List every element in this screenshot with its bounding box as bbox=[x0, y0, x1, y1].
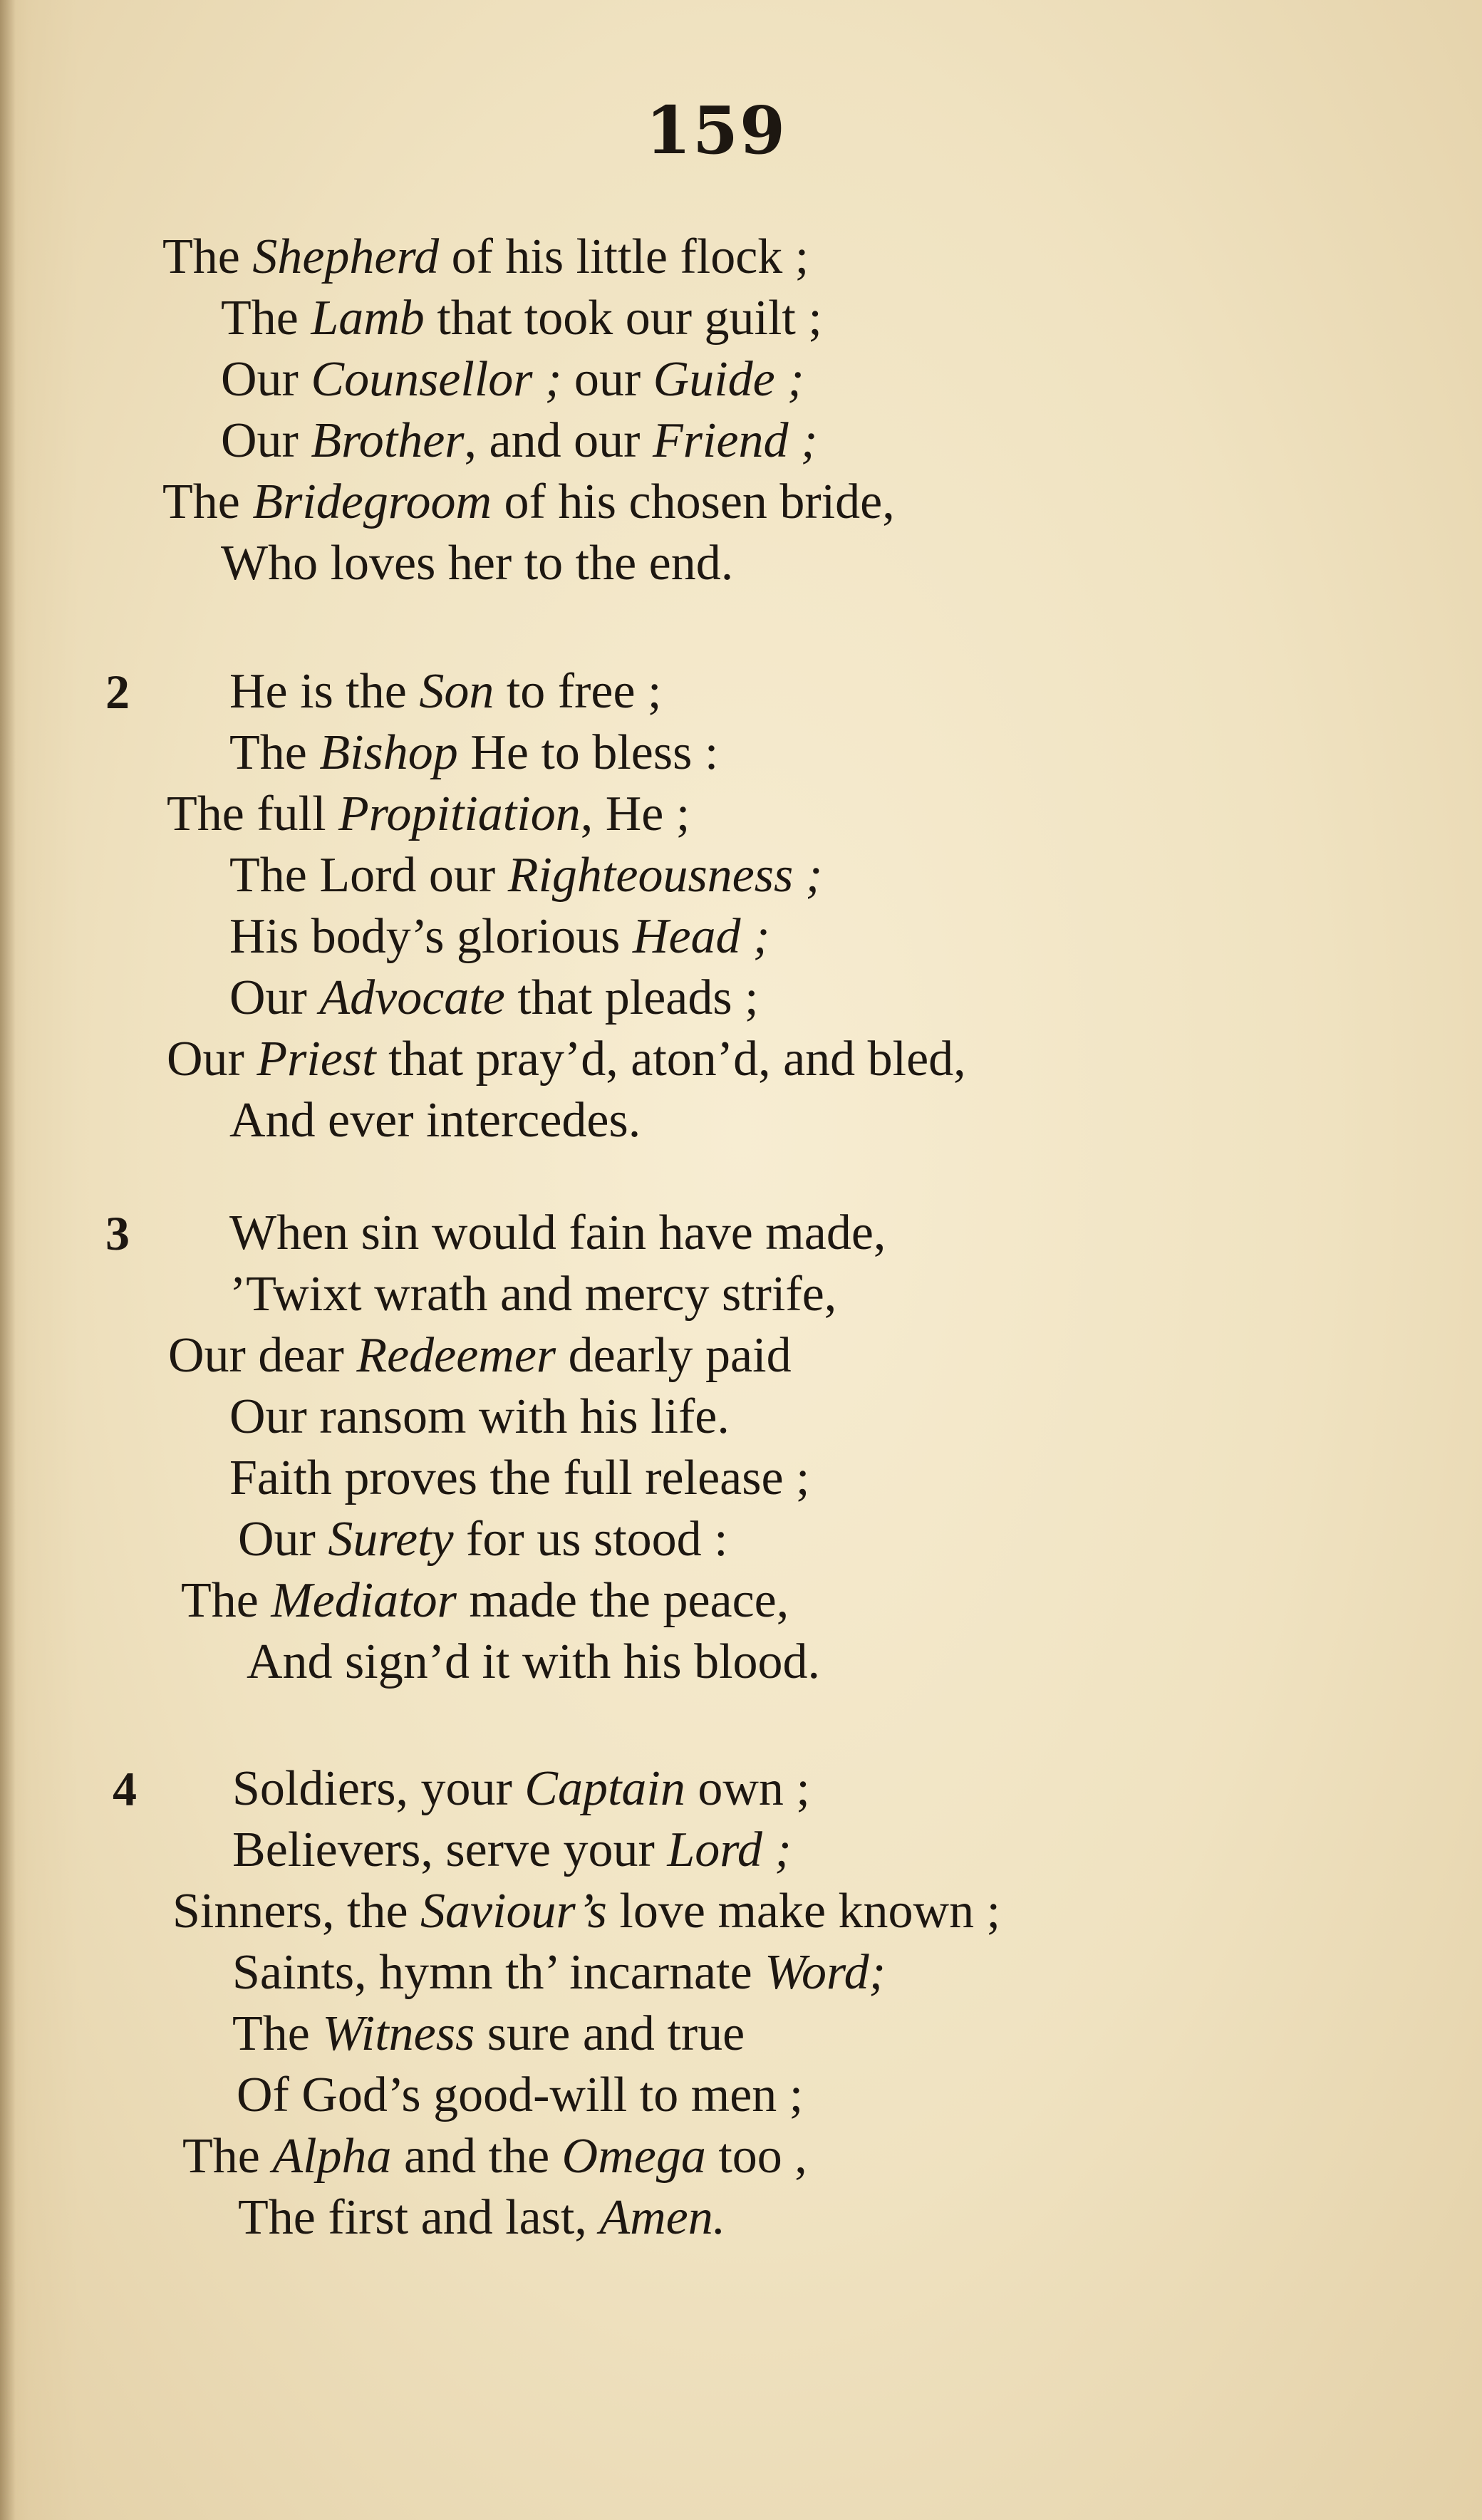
emphasized-word: Advocate bbox=[319, 970, 505, 1025]
line-text: The full bbox=[167, 787, 339, 841]
hymn-line bbox=[221, 349, 804, 410]
hymn-line bbox=[167, 784, 690, 845]
emphasized-word: Son bbox=[419, 664, 494, 719]
line-text: The Lord our bbox=[229, 848, 508, 903]
hymn-line bbox=[172, 1881, 1000, 1942]
emphasized-word: Mediator bbox=[271, 1573, 457, 1628]
line-text: The first and last, bbox=[238, 2190, 600, 2245]
hymn-line bbox=[167, 1029, 966, 1090]
emphasized-word: Propitiation bbox=[338, 787, 581, 841]
line-text: to free ; bbox=[494, 664, 662, 719]
emphasized-word: Friend ; bbox=[652, 413, 818, 468]
emphasized-word: Guide ; bbox=[653, 352, 804, 407]
emphasized-word: Head ; bbox=[632, 909, 770, 964]
verse-number: 3 bbox=[105, 1206, 130, 1260]
line-text: of his chosen bride, bbox=[492, 475, 895, 529]
hymn-line bbox=[229, 968, 759, 1029]
emphasized-word: Priest bbox=[256, 1032, 376, 1087]
hymn-line bbox=[168, 1325, 792, 1386]
line-text: Saints, hymn th’ incarnate bbox=[232, 1945, 765, 2000]
hymn-line bbox=[182, 2126, 807, 2187]
line-text: that pray’d, aton’d, and bled, bbox=[375, 1032, 966, 1087]
hymn-line bbox=[229, 722, 718, 784]
line-text: , He ; bbox=[580, 787, 690, 841]
line-text: The bbox=[162, 229, 253, 284]
line-text: for us stood : bbox=[453, 1512, 728, 1567]
hymn-line bbox=[237, 2065, 803, 2126]
line-text: and the bbox=[391, 2129, 562, 2184]
line-text: that took our guilt ; bbox=[424, 291, 822, 346]
verse-number: 4 bbox=[113, 1762, 137, 1816]
emphasized-word: Lamb bbox=[311, 291, 425, 346]
hymn-line bbox=[229, 661, 661, 722]
emphasized-word: Omega bbox=[561, 2129, 706, 2184]
line-text: Our dear bbox=[168, 1328, 357, 1383]
line-text: Our bbox=[238, 1512, 328, 1567]
hymn-line bbox=[238, 2187, 725, 2249]
hymn-line bbox=[232, 1820, 792, 1881]
line-text: sure and true bbox=[475, 2006, 745, 2061]
emphasized-word: Redeemer bbox=[356, 1328, 556, 1383]
hymn-line bbox=[232, 1758, 810, 1820]
hymn-line bbox=[238, 1509, 728, 1570]
line-text: Our bbox=[167, 1032, 257, 1087]
line-text: Our ransom with his life. bbox=[229, 1389, 730, 1444]
line-text: The bbox=[229, 725, 320, 780]
hymn-line bbox=[229, 906, 770, 968]
line-text: too , bbox=[705, 2129, 807, 2184]
emphasized-word: Amen. bbox=[599, 2190, 726, 2245]
page-gutter-shadow bbox=[0, 0, 16, 2520]
line-text: Our bbox=[221, 352, 311, 407]
line-text: And sign’d it with his blood. bbox=[247, 1634, 821, 1689]
hymn-line bbox=[232, 1942, 886, 2003]
line-text: made the peace, bbox=[456, 1573, 789, 1628]
hymn-line bbox=[247, 1632, 820, 1693]
hymn-line bbox=[229, 1448, 809, 1509]
line-text: The bbox=[181, 1573, 271, 1628]
line-text: Faith proves the full release ; bbox=[229, 1451, 810, 1505]
emphasized-word: Captain bbox=[524, 1761, 685, 1816]
hymn-line bbox=[229, 1203, 886, 1264]
emphasized-word: Witness bbox=[322, 2006, 475, 2061]
line-text: The bbox=[232, 2006, 323, 2061]
emphasized-word: Bridegroom bbox=[252, 475, 492, 529]
line-text: love make known ; bbox=[606, 1884, 1001, 1939]
line-text: of his little flock ; bbox=[439, 229, 809, 284]
line-text: Our bbox=[221, 413, 311, 468]
line-text: dearly paid bbox=[556, 1328, 792, 1383]
hymn-line bbox=[232, 2003, 745, 2065]
emphasized-word: Lord ; bbox=[667, 1822, 792, 1877]
emphasized-word: Shepherd bbox=[252, 229, 440, 284]
emphasized-word: Alpha bbox=[272, 2129, 392, 2184]
hymn-line bbox=[229, 1386, 730, 1448]
hymn-line bbox=[221, 410, 817, 472]
hymn-line bbox=[229, 845, 822, 906]
emphasized-word: Counsellor ; bbox=[311, 352, 562, 407]
emphasized-word: Word; bbox=[765, 1945, 886, 2000]
line-text: , and our bbox=[464, 413, 653, 468]
emphasized-word: Surety bbox=[328, 1512, 454, 1567]
line-text: The bbox=[182, 2129, 273, 2184]
page-number: 159 bbox=[645, 92, 787, 169]
hymn-line bbox=[181, 1570, 789, 1632]
line-text: that pleads ; bbox=[504, 970, 759, 1025]
line-text: own ; bbox=[685, 1761, 810, 1816]
hymn-line bbox=[162, 227, 809, 288]
line-text: ’Twixt wrath and mercy strife, bbox=[229, 1267, 837, 1322]
hymn-line bbox=[162, 472, 895, 533]
line-text: Our bbox=[229, 970, 320, 1025]
line-text: Soldiers, your bbox=[232, 1761, 525, 1816]
emphasized-word: Righteousness ; bbox=[507, 848, 823, 903]
line-text: our bbox=[561, 352, 653, 407]
emphasized-word: Saviour’s bbox=[420, 1884, 607, 1939]
line-text: Sinners, the bbox=[172, 1884, 421, 1939]
line-text: He to bless : bbox=[457, 725, 719, 780]
emphasized-word: Bishop bbox=[319, 725, 458, 780]
line-text: When sin would fain have made, bbox=[229, 1205, 886, 1260]
hymn-line bbox=[229, 1264, 836, 1325]
line-text: Of God’s good-will to men ; bbox=[237, 2068, 804, 2122]
verse-number: 2 bbox=[105, 665, 130, 719]
line-text: Who loves her to the end. bbox=[221, 536, 734, 591]
hymn-line bbox=[229, 1090, 641, 1151]
emphasized-word: Brother bbox=[311, 413, 465, 468]
line-text: He is the bbox=[229, 664, 420, 719]
line-text: Believers, serve your bbox=[232, 1822, 668, 1877]
line-text: And ever intercedes. bbox=[229, 1093, 641, 1148]
line-text: The bbox=[221, 291, 311, 346]
line-text: The bbox=[162, 475, 253, 529]
line-text: His body’s glorious bbox=[229, 909, 633, 964]
hymn-line bbox=[221, 288, 822, 349]
hymn-line bbox=[221, 533, 733, 594]
